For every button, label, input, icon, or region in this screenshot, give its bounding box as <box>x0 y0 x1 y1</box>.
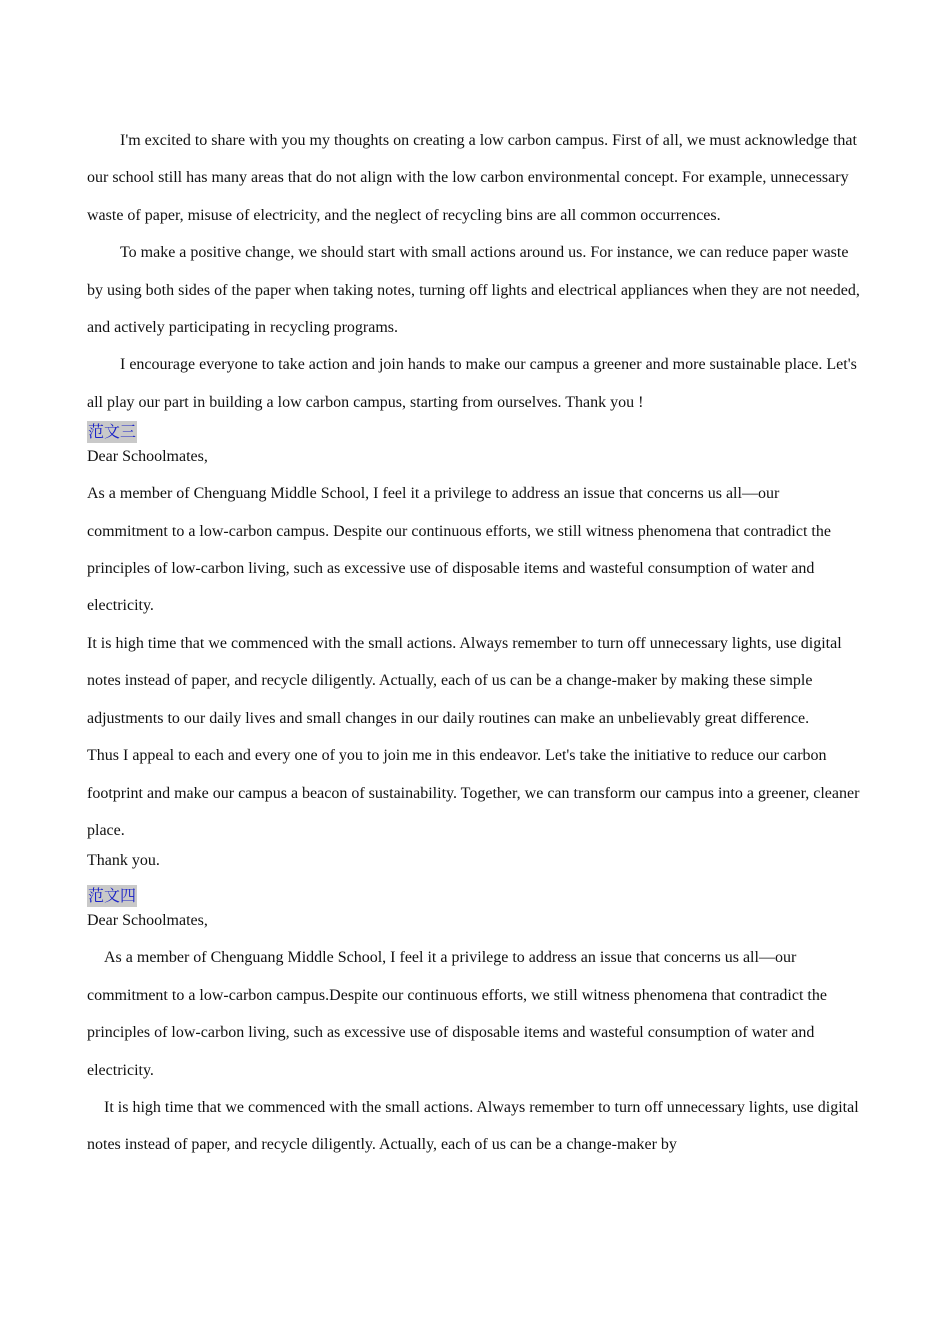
section-2-paragraph-3: I encourage everyone to take action and join hands to make our campus a greener and more sustainable place. Let's all play our part in building a low carbon campus, starting from ourselves. Thank you ! <box>87 356 857 411</box>
section-3-paragraph-1: As a member of Chenguang Middle School, I feel it a privilege to address an issue that concerns us all—our commitment to a low-carbon campus. Despite our continuous efforts, we still witness phenomena that contradict the principles of low-carbon living, such as excessive use of disposable items and wasteful consumption of water and electricity. <box>87 485 831 615</box>
document-page <box>87 122 863 1164</box>
section-4-paragraph-2: It is high time that we commenced with the small actions. Always remember to turn off unnecessary lights, use digital notes instead of paper, and recycle diligently. Actually, each of us can be a change-maker by <box>87 1098 859 1154</box>
section-4-salutation: Dear Schoolmates, <box>87 912 208 930</box>
section-3-closing: Thank you. <box>87 852 160 870</box>
section-2-paragraph-1: I'm excited to share with you my thoughts on creating a low carbon campus. First of all, we must acknowledge that our school still has many areas that do not align with the low carbon environmental concept. For example, unnecessary waste of paper, misuse of electricity, and the neglect of recycling bins are all common occurrences. <box>87 132 857 224</box>
section-4-heading <box>87 885 863 909</box>
section-3-paragraph-3: Thus I appeal to each and every one of you to join me in this endeavor. Let's take the initiative to reduce our carbon footprint and make our campus a beacon of sustainability. Together, we can transform our campus into a greener, cleaner place. <box>87 747 860 839</box>
section-4-paragraph-1: As a member of Chenguang Middle School, I feel it a privilege to address an issue that concerns us all—our commitment to a low-carbon campus.Despite our continuous efforts, we still witness phenomena that contradict the principles of low-carbon living, such as excessive use of disposable items and wasteful consumption of water and electricity. <box>87 949 827 1079</box>
section-3-paragraph-2: It is high time that we commenced with the small actions. Always remember to turn off unnecessary lights, use digital notes instead of paper, and recycle diligently. Actually, each of us can be a change-maker by making these simple adjustments to our daily lives and small changes in our daily routines can make an unbelievably great difference. <box>87 634 842 727</box>
section-3-heading-label: 范文三 <box>88 422 137 442</box>
section-3-heading <box>87 421 863 445</box>
section-2-paragraph-2: To make a positive change, we should start with small actions around us. For instance, we can reduce paper waste by using both sides of the paper when taking notes, turning off lights and electrical appliances when they are not needed, and actively participating in recycling programs. <box>87 244 860 337</box>
section-4-heading-label: 范文四 <box>88 886 137 906</box>
section-3-salutation: Dear Schoolmates, <box>87 448 208 466</box>
